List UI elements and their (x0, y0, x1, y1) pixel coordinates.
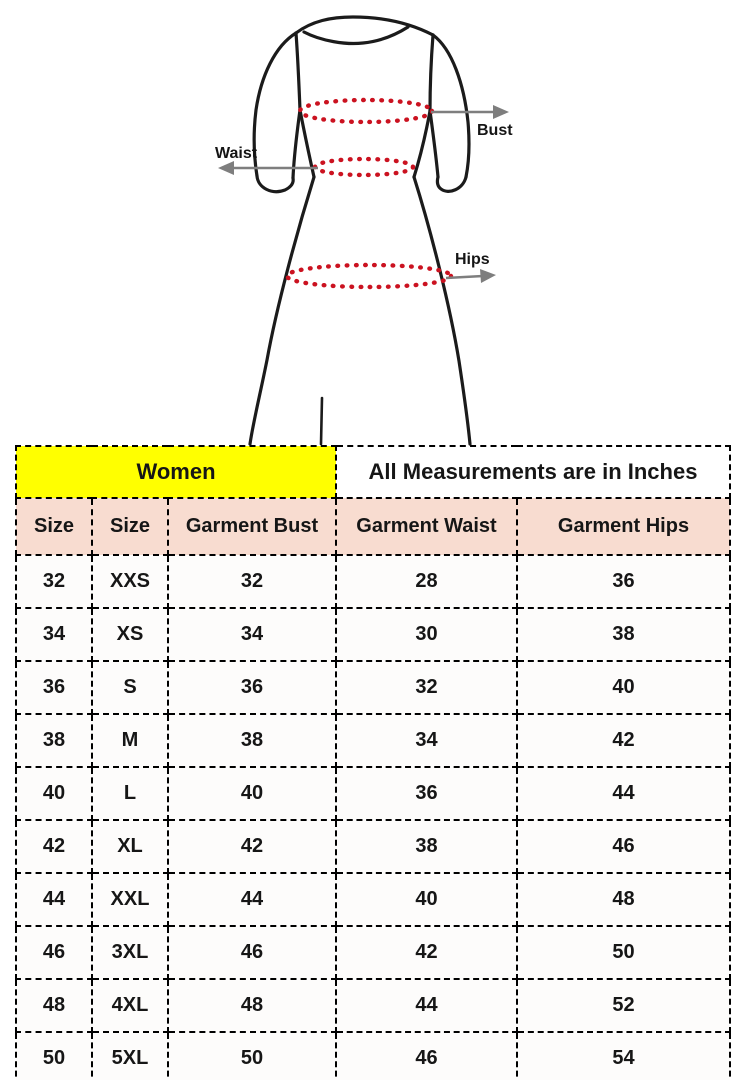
cell-garment-bust: 36 (168, 661, 336, 714)
bust-measure-ellipse (300, 100, 432, 122)
column-header-garment-bust: Garment Bust (168, 498, 336, 555)
cell-size-number: 42 (16, 820, 92, 873)
cell-garment-hips: 52 (517, 979, 730, 1032)
cell-garment-bust: 34 (168, 608, 336, 661)
cell-size-number: 38 (16, 714, 92, 767)
bust-label: Bust (477, 122, 513, 139)
table-row (16, 714, 730, 767)
size-chart-table (15, 445, 731, 1080)
dress-diagram-svg (0, 0, 746, 446)
waist-measure-ellipse (315, 159, 413, 175)
cell-size-number: 46 (16, 926, 92, 979)
waist-label: Waist (215, 145, 258, 162)
cell-garment-hips: 42 (517, 714, 730, 767)
right-sleeve-outer (433, 35, 469, 177)
table-row (16, 661, 730, 714)
right-shoulder-seam (430, 35, 433, 111)
cell-garment-waist: 34 (336, 714, 517, 767)
table-row (16, 555, 730, 608)
women-group-header: Women (16, 446, 336, 498)
cell-garment-bust: 50 (168, 1032, 336, 1080)
cell-size-letter: XS (92, 608, 168, 661)
cell-size-number: 48 (16, 979, 92, 1032)
cell-garment-bust: 32 (168, 555, 336, 608)
cell-size-letter: S (92, 661, 168, 714)
cell-garment-waist: 30 (336, 608, 517, 661)
cell-garment-bust: 38 (168, 714, 336, 767)
dress-measurement-diagram (0, 0, 746, 446)
cell-garment-hips: 46 (517, 820, 730, 873)
cell-size-number: 34 (16, 608, 92, 661)
cell-garment-hips: 44 (517, 767, 730, 820)
table-row (16, 608, 730, 661)
measurements-note-header: All Measurements are in Inches (336, 446, 730, 498)
cell-garment-hips: 48 (517, 873, 730, 926)
cell-garment-waist: 42 (336, 926, 517, 979)
cell-garment-hips: 38 (517, 608, 730, 661)
cell-garment-waist: 44 (336, 979, 517, 1032)
hips-arrowhead-icon (480, 269, 496, 283)
bodice-right (414, 111, 430, 177)
cell-garment-hips: 40 (517, 661, 730, 714)
cell-size-number: 44 (16, 873, 92, 926)
cell-garment-waist: 36 (336, 767, 517, 820)
waist-arrowhead-icon (218, 161, 234, 175)
cell-size-letter: 4XL (92, 979, 168, 1032)
neckline-curve (304, 27, 408, 44)
table-row (16, 767, 730, 820)
hips-measure-ellipse (287, 265, 451, 287)
cell-size-letter: L (92, 767, 168, 820)
cell-size-number: 40 (16, 767, 92, 820)
skirt-left (250, 177, 314, 444)
table-row (16, 820, 730, 873)
cell-garment-waist: 28 (336, 555, 517, 608)
cell-size-number: 36 (16, 661, 92, 714)
group-header-row (16, 446, 730, 498)
cell-garment-hips: 36 (517, 555, 730, 608)
dress-outline (250, 17, 470, 444)
left-sleeve-outer (254, 33, 296, 176)
right-sleeve-inner (430, 111, 438, 177)
left-sleeve-cuff (257, 176, 293, 192)
cell-garment-hips: 50 (517, 926, 730, 979)
cell-size-letter: 5XL (92, 1032, 168, 1080)
column-header-garment-waist: Garment Waist (336, 498, 517, 555)
cell-size-letter: M (92, 714, 168, 767)
table-row (16, 873, 730, 926)
cell-size-number: 50 (16, 1032, 92, 1080)
table-row (16, 979, 730, 1032)
column-header-garment-hips: Garment Hips (517, 498, 730, 555)
cell-size-number: 32 (16, 555, 92, 608)
table-row (16, 1032, 730, 1080)
collar-outer-line (296, 17, 433, 35)
hips-label: Hips (455, 251, 490, 268)
skirt-right (414, 177, 470, 444)
column-header-size-number: Size (16, 498, 92, 555)
bust-arrowhead-icon (493, 105, 509, 119)
cell-size-letter: XXS (92, 555, 168, 608)
cell-garment-waist: 38 (336, 820, 517, 873)
cell-size-letter: XL (92, 820, 168, 873)
left-shoulder-seam (296, 33, 300, 110)
cell-garment-waist: 46 (336, 1032, 517, 1080)
column-header-row (16, 498, 730, 555)
skirt-center-slit (321, 398, 322, 444)
cell-garment-bust: 44 (168, 873, 336, 926)
cell-garment-waist: 40 (336, 873, 517, 926)
cell-size-letter: XXL (92, 873, 168, 926)
cell-garment-waist: 32 (336, 661, 517, 714)
cell-garment-bust: 42 (168, 820, 336, 873)
column-header-size-letter: Size (92, 498, 168, 555)
right-sleeve-cuff (437, 177, 466, 191)
cell-garment-hips: 54 (517, 1032, 730, 1080)
size-table-body (16, 555, 730, 1080)
cell-garment-bust: 40 (168, 767, 336, 820)
cell-garment-bust: 46 (168, 926, 336, 979)
cell-size-letter: 3XL (92, 926, 168, 979)
cell-garment-bust: 48 (168, 979, 336, 1032)
table-row (16, 926, 730, 979)
